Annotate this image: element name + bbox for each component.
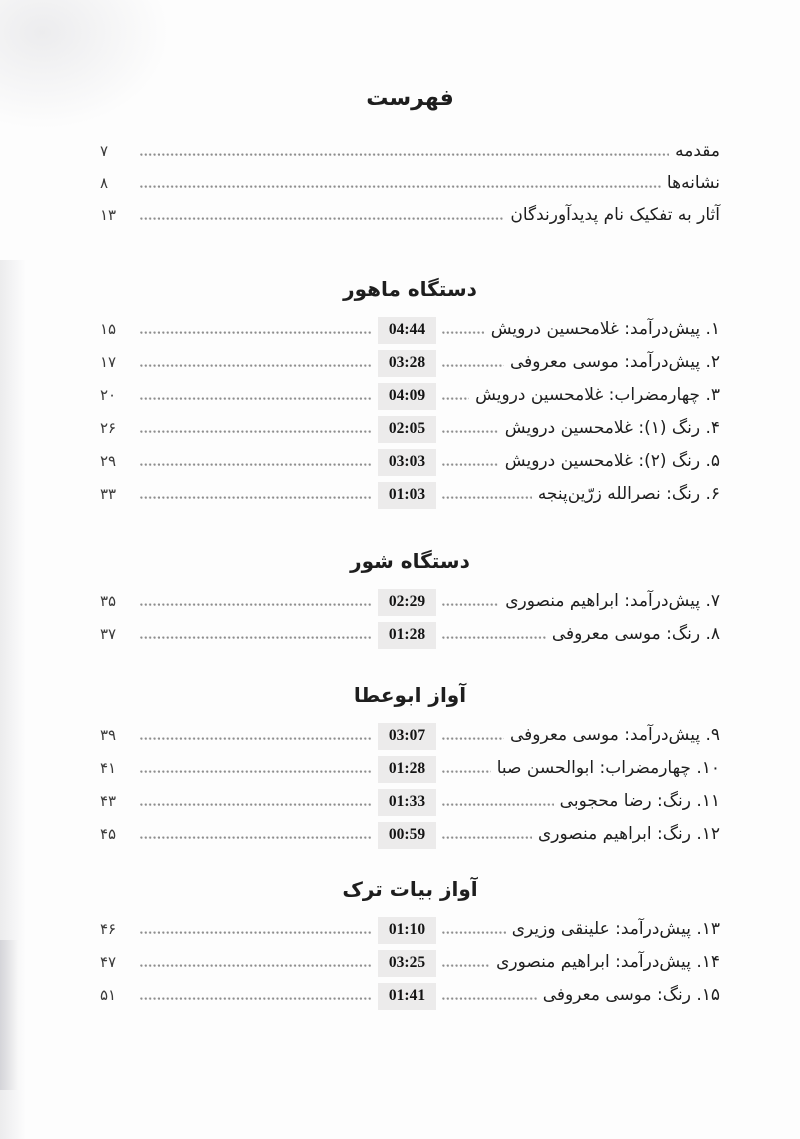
- entry-page-number: ۴۳: [100, 792, 117, 810]
- entry-title: ۱۲. رنگ: ابراهیم منصوری: [537, 824, 720, 844]
- section-list-shur: [100, 589, 720, 655]
- dot-leader: [442, 964, 490, 967]
- entry-title: ۵. رنگ (۲): غلامحسین درویش: [504, 451, 720, 471]
- dot-leader: [140, 496, 372, 499]
- toc-entry: [100, 383, 720, 416]
- entry-title: ۱۳. پیش‌درآمد: علینقی وزیری: [511, 919, 720, 939]
- toc-entry: [100, 173, 720, 205]
- entry-title: ۱. پیش‌درآمد: غلامحسین درویش: [490, 319, 720, 339]
- dot-leader: [140, 331, 372, 334]
- dot-leader: [140, 737, 372, 740]
- section-heading-abuata: آواز ابوعطا: [353, 683, 467, 707]
- entry-page-number: ۱۵: [100, 320, 117, 338]
- entry-page-number: ۴۷: [100, 953, 117, 971]
- entry-page-number: ۴۵: [100, 825, 117, 843]
- dot-leader: [140, 636, 372, 639]
- toc-entry: [100, 822, 720, 855]
- dot-leader: [442, 463, 499, 466]
- entry-page-number: ۳۵: [100, 592, 117, 610]
- entry-duration: 01:28: [378, 622, 436, 649]
- toc-entry: [100, 950, 720, 983]
- toc-entry: [100, 589, 720, 622]
- entry-duration: 01:03: [378, 482, 436, 509]
- entry-duration: 02:29: [378, 589, 436, 616]
- dot-leader: [442, 331, 485, 334]
- entry-duration: 01:28: [378, 756, 436, 783]
- entry-duration: 03:07: [378, 723, 436, 750]
- dot-leader: [140, 997, 372, 1000]
- entry-title: ۹. پیش‌درآمد: موسی معروفی: [509, 725, 720, 745]
- dot-leader: [442, 397, 469, 400]
- dot-leader: [442, 931, 506, 934]
- dot-leader: [442, 603, 499, 606]
- front-matter-list: [100, 141, 720, 237]
- entry-title: ۸. رنگ: موسی معروفی: [551, 624, 720, 644]
- entry-page-number: ۴۶: [100, 920, 117, 938]
- entry-page-number: ۳۷: [100, 625, 117, 643]
- toc-entry: [100, 350, 720, 383]
- dot-leader: [140, 931, 372, 934]
- entry-page-number: ۴۱: [100, 759, 117, 777]
- dot-leader: [442, 364, 504, 367]
- dot-leader: [442, 997, 537, 1000]
- dot-leader: [140, 430, 372, 433]
- entry-page-number: ۵۱: [100, 986, 117, 1004]
- entry-title: ۳. چهارمضراب: غلامحسین درویش: [475, 385, 720, 405]
- dot-leader: [140, 397, 372, 400]
- toc-entry: [100, 205, 720, 237]
- entry-page-number: ۲۶: [100, 419, 117, 437]
- page-title: فهرست: [366, 86, 454, 111]
- toc-entry: [100, 917, 720, 950]
- entry-page-number: ۱۳: [100, 206, 117, 224]
- toc-entry: [100, 723, 720, 756]
- toc-entry: [100, 789, 720, 822]
- entry-title: ۱۴. پیش‌درآمد: ابراهیم منصوری: [496, 952, 720, 972]
- dot-leader: [442, 496, 532, 499]
- dot-leader: [442, 803, 554, 806]
- entry-title: ۴. رنگ (۱): غلامحسین درویش: [504, 418, 720, 438]
- dot-leader: [442, 836, 532, 839]
- entry-duration: 03:28: [378, 350, 436, 377]
- entry-title: آثار به تفکیک نام پدیدآورندگان: [510, 205, 720, 225]
- entry-page-number: ۳۳: [100, 485, 117, 503]
- entry-duration: 04:44: [378, 317, 436, 344]
- toc-entry: [100, 449, 720, 482]
- entry-duration: 01:10: [378, 917, 436, 944]
- entry-page-number: ۷: [100, 142, 109, 160]
- entry-title: ۱۱. رنگ: رضا محجوبی: [559, 791, 720, 811]
- entry-page-number: ۲۹: [100, 452, 117, 470]
- toc-entry: [100, 756, 720, 789]
- entry-duration: 01:41: [378, 983, 436, 1010]
- entry-duration: 04:09: [378, 383, 436, 410]
- entry-duration: 01:33: [378, 789, 436, 816]
- entry-page-number: ۳۹: [100, 726, 117, 744]
- entry-title: مقدمه: [675, 141, 720, 161]
- dot-leader: [442, 737, 504, 740]
- entry-page-number: ۱۷: [100, 353, 117, 371]
- entry-duration: 03:25: [378, 950, 436, 977]
- dot-leader: [140, 217, 504, 220]
- toc-entry: [100, 622, 720, 655]
- entry-duration: 03:03: [378, 449, 436, 476]
- entry-title: ۶. رنگ: نصرالله زرّین‌پنجه: [537, 484, 720, 504]
- section-list-bayat-tork: [100, 917, 720, 1016]
- dot-leader: [140, 463, 372, 466]
- section-heading-bayat-tork: آواز بیات ترک: [342, 877, 478, 901]
- dot-leader: [140, 185, 661, 188]
- dot-leader: [442, 636, 546, 639]
- section-heading-shur: دستگاه شور: [350, 549, 470, 573]
- dot-leader: [140, 153, 669, 156]
- entry-page-number: ۸: [100, 174, 109, 192]
- section-list-mahour: [100, 317, 720, 515]
- dot-leader: [140, 770, 372, 773]
- toc-entry: [100, 482, 720, 515]
- dot-leader: [140, 836, 372, 839]
- section-heading-mahour: دستگاه ماهور: [343, 277, 477, 301]
- entry-duration: 02:05: [378, 416, 436, 443]
- dot-leader: [140, 964, 372, 967]
- entry-title: ۱۰. چهارمضراب: ابوالحسن صبا: [496, 758, 720, 778]
- entry-duration: 00:59: [378, 822, 436, 849]
- entry-page-number: ۲۰: [100, 386, 117, 404]
- dot-leader: [140, 364, 372, 367]
- entry-title: ۱۵. رنگ: موسی معروفی: [542, 985, 720, 1005]
- entry-title: ۷. پیش‌درآمد: ابراهیم منصوری: [505, 591, 720, 611]
- toc-entry: [100, 416, 720, 449]
- entry-title: نشانه‌ها: [666, 173, 720, 193]
- dot-leader: [140, 803, 372, 806]
- toc-entry: [100, 141, 720, 173]
- dot-leader: [442, 770, 491, 773]
- dot-leader: [140, 603, 372, 606]
- toc-entry: [100, 317, 720, 350]
- dot-leader: [442, 430, 499, 433]
- section-list-abuata: [100, 723, 720, 855]
- entry-title: ۲. پیش‌درآمد: موسی معروفی: [509, 352, 720, 372]
- toc-entry: [100, 983, 720, 1016]
